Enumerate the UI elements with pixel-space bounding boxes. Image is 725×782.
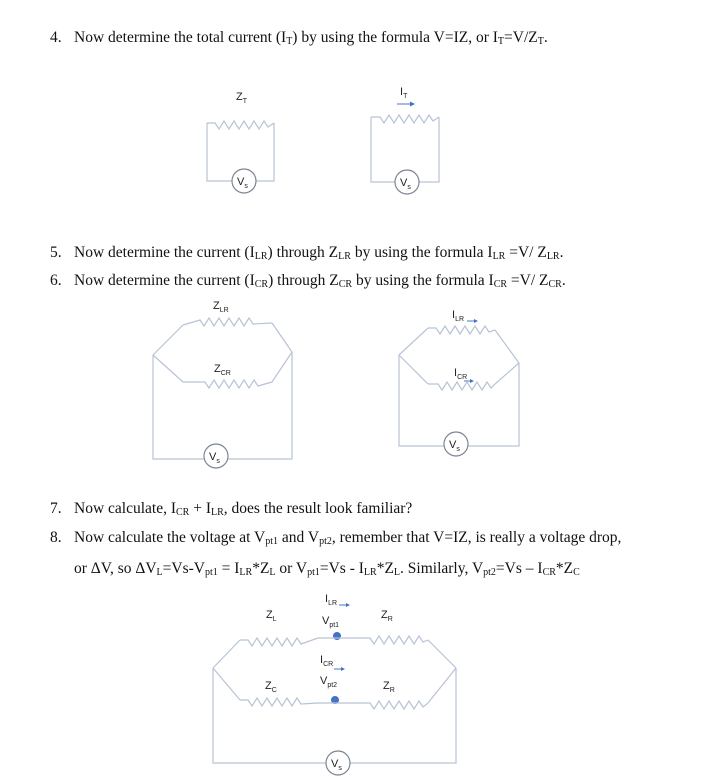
label-icr: $I_{CR}$ xyxy=(320,654,334,668)
arrow-head xyxy=(341,667,345,671)
circuit-node-voltages xyxy=(213,593,456,775)
arrow-head xyxy=(410,102,415,107)
label-zr-top: $Z_R$ xyxy=(381,609,393,623)
arrow-head xyxy=(470,379,474,383)
label-zr-bottom: $Z_R$ xyxy=(383,680,395,694)
circuit-total-impedance xyxy=(207,91,274,193)
label-vs: $V_s$ xyxy=(331,758,342,772)
arrow-head xyxy=(474,319,478,323)
label-zt: $Z_T$ xyxy=(236,91,248,105)
label-vpt2: $V_{pt2}$ xyxy=(320,675,338,689)
resistor-zlr xyxy=(183,318,272,326)
label-zcr: $Z_{CR}$ xyxy=(214,363,231,377)
resistor-lower xyxy=(428,382,495,390)
label-vs: $V_s$ xyxy=(209,451,220,465)
label-zlr: $Z_{LR}$ xyxy=(213,300,229,314)
circuit-branch-currents xyxy=(399,309,519,456)
label-vpt1: $V_{pt1}$ xyxy=(322,615,340,629)
label-ilr: $I_{LR}$ xyxy=(325,593,338,607)
label-zl: $Z_L$ xyxy=(266,609,277,623)
label-vs: $V_s$ xyxy=(400,177,411,191)
label-it: $I_T$ xyxy=(400,86,408,100)
resistors-upper xyxy=(240,636,428,646)
label-vs: $V_s$ xyxy=(237,176,248,190)
arrow-head xyxy=(346,603,350,607)
label-icr: $I_{CR}$ xyxy=(454,367,468,381)
resistor-zcr xyxy=(183,380,272,388)
circuit-parallel-impedances xyxy=(153,300,292,468)
label-vs: $V_s$ xyxy=(449,439,460,453)
resistor-zt xyxy=(207,121,274,129)
resistor xyxy=(371,115,439,123)
node-vpt1 xyxy=(333,632,341,640)
label-ilr: $I_{LR}$ xyxy=(452,309,465,323)
circuit-total-current xyxy=(371,86,439,194)
resistor-upper xyxy=(428,326,495,334)
label-zc: $Z_C$ xyxy=(265,680,277,694)
